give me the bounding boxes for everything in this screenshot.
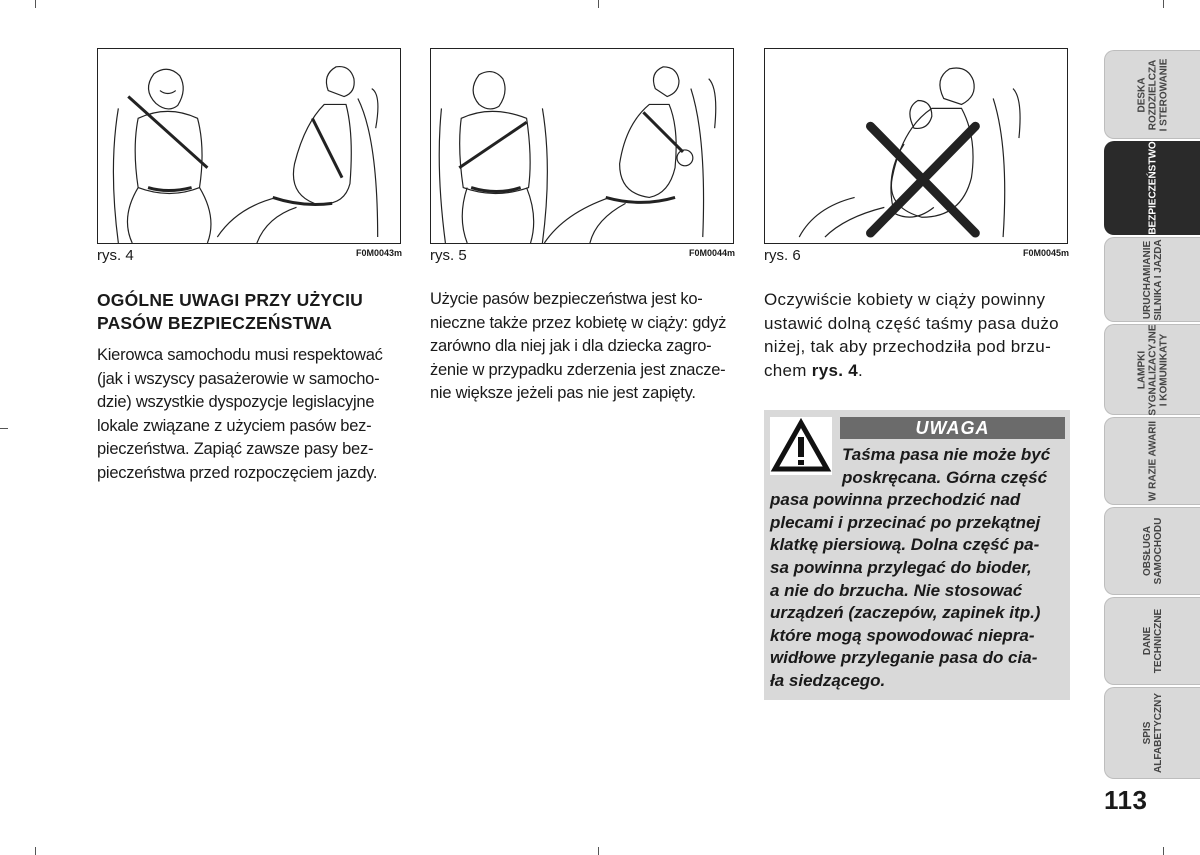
crop-mark <box>598 847 599 855</box>
tab-label <box>1142 693 1164 773</box>
woman-holding-child-drawing <box>799 68 1020 237</box>
text-line: Taśma pasa nie może być <box>842 445 1051 464</box>
tab-label-line: TECHNICZNE <box>1152 608 1164 674</box>
tab-label <box>1147 141 1158 234</box>
text-line: plecami i przecinać po przekątnej <box>770 512 1041 532</box>
figure-code: F0M0045m <box>1022 248 1069 258</box>
text-line: pieczeństwa. Zapiąć zawsze pasy bez- <box>97 440 374 458</box>
tab-label-line: ALFABETYCZNY <box>1152 693 1164 773</box>
text-line: Kierowca samochodu musi respektować <box>97 346 383 364</box>
crop-mark <box>0 428 8 429</box>
paragraph-lower-belt <box>764 288 1072 382</box>
text-line: pasa powinna przechodzić nad <box>770 490 1021 510</box>
figure-6-illustration <box>764 48 1068 244</box>
seated-man-front-drawing <box>439 72 547 243</box>
tab-dane-techniczne[interactable] <box>1104 597 1200 685</box>
tab-label <box>1142 239 1164 320</box>
tab-label-line: OBSŁUGA <box>1141 526 1153 577</box>
heading-line: OGÓLNE UWAGI PRZY UŻYCIU <box>97 290 364 310</box>
text-line: pieczeństwa przed rozpoczęciem jazdy. <box>97 463 378 482</box>
text-line: Oczywiście kobiety w ciąży powinny <box>764 290 1046 309</box>
crop-mark <box>598 0 599 8</box>
tab-lampki[interactable] <box>1104 324 1200 415</box>
text-span: . <box>858 360 864 380</box>
seated-pregnant-woman-side-drawing <box>217 67 378 243</box>
figure-code: F0M0044m <box>688 248 735 258</box>
figure-label: rys. 5 <box>430 247 467 264</box>
text-line: żenie w przypadku zderzenia jest znacze- <box>430 360 726 379</box>
tab-obsluga-samochodu[interactable] <box>1104 507 1200 595</box>
figure-label: rys. 6 <box>764 247 801 264</box>
text-line: które mogą spowodować niepra- <box>770 625 1035 645</box>
text-line: ła siedzącego. <box>770 670 886 690</box>
figure-reference: rys. 4 <box>811 360 859 380</box>
text-line: nieczne także przez kobietę w ciąży: gdyż <box>430 313 727 332</box>
text-line: zarówno dla niej jak i dla dziecka zagro- <box>430 337 712 355</box>
text-line: lokale związane z użyciem pasów bez- <box>97 416 372 435</box>
tab-label-line: URUCHAMIANIE <box>1141 240 1153 319</box>
tab-label-line: SAMOCHODU <box>1152 517 1164 585</box>
tab-label <box>1142 518 1164 585</box>
seated-man-side-drawing <box>544 67 715 243</box>
tab-label-line: SYGNALIZACYJNE <box>1147 323 1158 416</box>
tab-label <box>1142 609 1164 673</box>
tab-label <box>1147 421 1158 501</box>
paragraph-pregnant-women <box>430 288 738 406</box>
tab-bezpieczenstwo[interactable] <box>1104 141 1200 235</box>
paragraph-drivers-duty <box>97 344 405 485</box>
text-line: widłowe przyleganie pasa do cia- <box>770 648 1038 668</box>
tab-label-line: LAMPKI <box>1136 350 1147 389</box>
text-line: niżej, tak aby przechodziła pod brzu- <box>764 337 1052 356</box>
crop-mark <box>1163 0 1164 8</box>
warning-title: UWAGA <box>840 417 1065 439</box>
warning-text <box>770 444 1066 693</box>
text-line: sa powinna przylegać do bioder, <box>770 557 1032 577</box>
text-line: poskręcana. Górna część <box>842 467 1048 487</box>
tab-label <box>1136 58 1169 131</box>
tab-label-line: SILNIKA I JAZDA <box>1152 238 1164 321</box>
text-line: a nie do brzucha. Nie stosować <box>770 580 1023 600</box>
text-line <box>764 359 1072 383</box>
text-span: chem <box>764 360 812 380</box>
tab-spis-alfabetyczny[interactable] <box>1104 687 1200 779</box>
tab-label-line: ROZDZIELCZA <box>1147 59 1158 130</box>
tab-label-line: DANE <box>1141 626 1153 656</box>
tab-deska-rozdzielcza[interactable] <box>1104 50 1200 139</box>
figure-5-illustration <box>430 48 734 244</box>
tab-label-line: DESKA <box>1136 76 1147 113</box>
tab-w-razie-awarii[interactable] <box>1104 417 1200 505</box>
crop-mark <box>35 0 36 8</box>
page-number: 113 <box>1104 785 1148 815</box>
text-line: ustawić dolną część taśmy pasa dużo <box>764 313 1059 333</box>
text-line: Użycie pasów bezpieczeństwa jest ko- <box>430 290 703 308</box>
tab-label-line: W RAZIE AWARII <box>1147 420 1158 502</box>
tab-label-line: I KOMUNIKATY <box>1158 333 1169 406</box>
text-line: klatkę piersiową. Dolna część pa- <box>770 535 1040 555</box>
tab-label-line: BEZPIECZEŃSTWO <box>1147 141 1158 235</box>
heading-line: PASÓW BEZPIECZEŃSTWA <box>97 313 333 333</box>
crop-mark <box>35 847 36 855</box>
tab-label-line: SPIS <box>1141 721 1153 745</box>
text-line: urządzeń (zaczepów, zapinek itp.) <box>770 603 1041 623</box>
figure-4-illustration <box>97 48 401 244</box>
crop-mark <box>1163 847 1164 855</box>
figure-label: rys. 4 <box>97 247 134 264</box>
text-line: (jak i wszyscy pasażerowie w samocho- <box>97 369 380 388</box>
text-line: dzie) wszystkie dyspozycje legislacyjne <box>97 393 375 411</box>
figure-code: F0M0043m <box>355 248 402 258</box>
seated-woman-front-drawing <box>113 69 211 243</box>
section-heading <box>97 289 407 335</box>
tab-label <box>1136 324 1169 415</box>
tab-label-line: I STEROWANIE <box>1158 58 1169 131</box>
tab-uruchamianie[interactable] <box>1104 237 1200 322</box>
text-line: nie większe jeżeli pas nie jest zapięty. <box>430 384 696 402</box>
